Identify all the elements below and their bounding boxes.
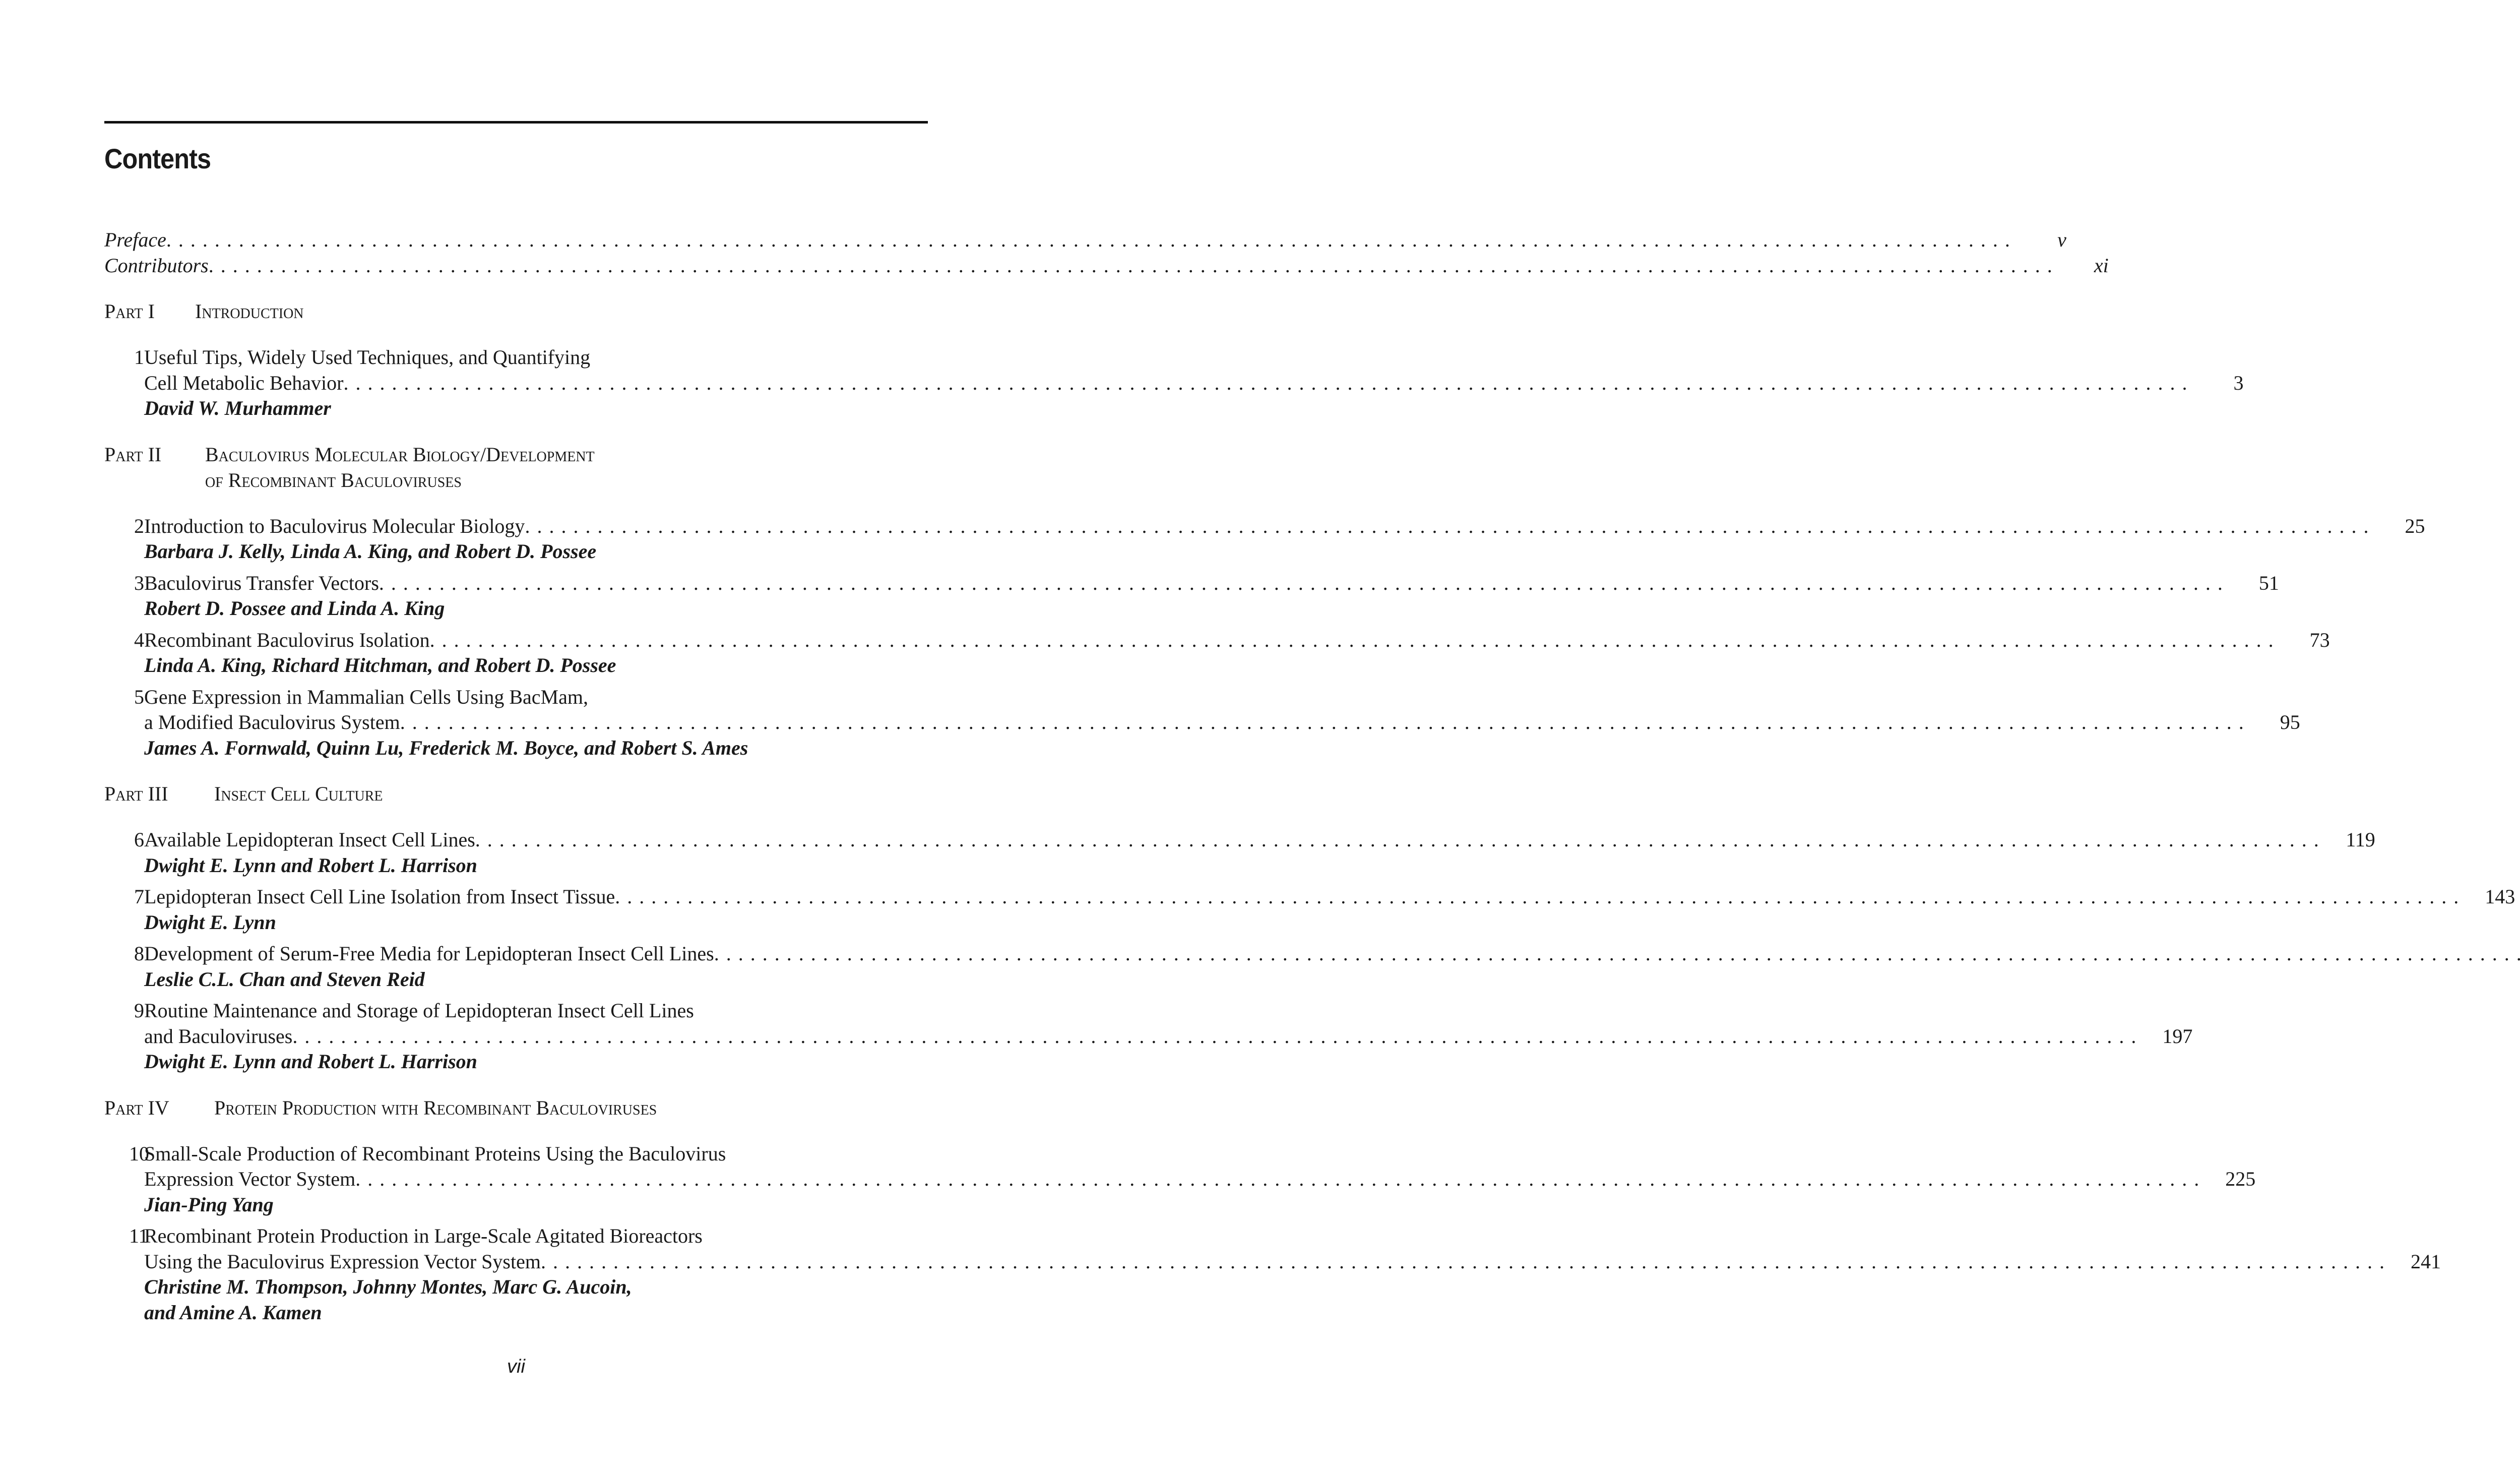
chapter-body xyxy=(144,1223,2441,1325)
chapter-title-line: Expression Vector System xyxy=(144,1168,356,1190)
part-title-line: of Recombinant Baculoviruses xyxy=(205,468,462,492)
chapter-number xyxy=(104,827,144,878)
part-heading xyxy=(104,1095,928,1121)
chapter-title-line: Development of Serum-Free Media for Lepidopteran Insect Cell Lines xyxy=(144,942,714,965)
chapter-body xyxy=(144,628,2330,679)
parts-list xyxy=(104,298,2515,1325)
chapter-number xyxy=(104,998,144,1075)
chapter-number xyxy=(104,514,144,565)
dot-leader xyxy=(343,371,2188,396)
chapter-title-row xyxy=(144,628,2330,653)
chapter-title-row xyxy=(144,371,2243,396)
chapter-number-text: 4 xyxy=(134,628,144,651)
chapter-number xyxy=(104,685,144,761)
part-title xyxy=(205,442,928,493)
chapter-title-line: Small-Scale Production of Recombinant Proteins Using the Baculovirus xyxy=(144,1142,726,1165)
chapter-body xyxy=(144,884,2515,935)
chapter-authors: David W. Murhammer xyxy=(144,397,331,419)
chapter-body xyxy=(144,998,2192,1075)
part-heading xyxy=(104,298,928,324)
chapter-title-line: Lepidopteran Insect Cell Line Isolation from Insect Tissue xyxy=(144,885,615,908)
chapter-authors: Jian-Ping Yang xyxy=(144,1193,274,1216)
chapter-title-line: Baculovirus Transfer Vectors xyxy=(144,571,379,594)
chapter-page-number: 143 xyxy=(2485,885,2515,908)
toc-chapter-entry[interactable] xyxy=(104,685,2300,761)
chapter-title-line: Gene Expression in Mammalian Cells Using BacMam, xyxy=(144,685,588,708)
chapter-number-text: 9 xyxy=(134,999,144,1022)
chapter-number-text: 11 xyxy=(129,1224,149,1247)
page-title: Contents xyxy=(104,143,211,174)
chapter-number-text: 10 xyxy=(129,1142,149,1165)
chapter-title-line: and Baculoviruses xyxy=(144,1024,293,1048)
chapter-page-number: 225 xyxy=(2225,1168,2256,1190)
part-label: Part IV xyxy=(104,1096,169,1119)
chapter-title-line: Routine Maintenance and Storage of Lepidopteran Insect Cell Lines xyxy=(144,999,694,1022)
part-title-line: Insect Cell Culture xyxy=(214,782,383,805)
part-heading xyxy=(104,781,928,807)
chapter-authors: Barbara J. Kelly, Linda A. King, and Robert D. Possee xyxy=(144,540,597,563)
chapter-body xyxy=(144,571,2279,622)
chapter-title-line: Available Lepidopteran Insect Cell Lines xyxy=(144,828,475,851)
chapter-number xyxy=(104,941,144,992)
chapter-body xyxy=(144,941,2520,992)
chapter-number xyxy=(104,345,144,421)
chapter-number xyxy=(104,884,144,935)
toc-chapter-entry[interactable] xyxy=(104,827,2375,878)
chapter-title-row xyxy=(144,514,2425,539)
toc-chapter-entry[interactable] xyxy=(104,998,2193,1075)
chapter-page-number: 95 xyxy=(2280,711,2300,733)
toc-entry-label: Contributors xyxy=(104,254,209,277)
chapter-number-text: 8 xyxy=(134,942,144,965)
chapter-authors: James A. Fornwald, Quinn Lu, Frederick M. Boyce, and Robert S. Ames xyxy=(144,736,748,759)
chapter-number-text: 1 xyxy=(134,346,144,369)
part-label: Part II xyxy=(104,443,162,466)
toc-chapter-entry[interactable] xyxy=(104,941,928,992)
chapter-page-number: 3 xyxy=(2233,371,2244,394)
toc-chapter-entry[interactable] xyxy=(104,345,2244,421)
toc-entry-contributors[interactable] xyxy=(104,253,2109,279)
chapter-number xyxy=(104,1141,149,1218)
part-title xyxy=(214,781,928,807)
toc-entry-page: xi xyxy=(2094,254,2109,277)
part-title xyxy=(214,1095,928,1121)
chapter-title-row xyxy=(144,1249,2441,1275)
chapter-title-row xyxy=(144,884,2515,910)
chapter-title-line: a Modified Baculovirus System xyxy=(144,711,400,733)
chapter-page-number: 73 xyxy=(2309,628,2330,651)
chapter-title-line: Cell Metabolic Behavior xyxy=(144,371,344,394)
dot-leader xyxy=(209,253,2053,279)
chapter-title-line: Recombinant Protein Production in Large-Scale Agitated Bioreactors xyxy=(144,1224,703,1247)
dot-leader xyxy=(400,710,2245,735)
toc-chapter-entry[interactable] xyxy=(104,1141,2256,1218)
chapter-number xyxy=(104,628,144,679)
part-title-line: Introduction xyxy=(195,300,304,323)
chapter-authors: Linda A. King, Richard Hitchman, and Robert D. Possee xyxy=(144,654,616,677)
chapter-title-line: Useful Tips, Widely Used Techniques, and Quantifying xyxy=(144,346,591,369)
chapter-body xyxy=(144,514,2425,565)
toc-chapter-entry[interactable] xyxy=(104,628,2330,679)
part-title xyxy=(195,298,928,324)
page-number: vii xyxy=(507,1356,525,1377)
chapter-number xyxy=(104,571,144,622)
dot-leader xyxy=(475,827,2320,853)
dot-leader xyxy=(292,1024,2137,1050)
dot-leader xyxy=(355,1167,2200,1192)
chapter-body xyxy=(144,827,2375,878)
chapter-title-row xyxy=(144,1024,2192,1050)
header-rule xyxy=(104,121,928,124)
table-of-contents xyxy=(104,227,2515,1331)
chapter-title-line: Recombinant Baculovirus Isolation xyxy=(144,628,430,651)
toc-entry-label: Preface xyxy=(104,228,166,251)
chapter-title-row xyxy=(144,941,2520,967)
chapter-title-row xyxy=(144,1167,2255,1192)
chapter-authors: and Amine A. Kamen xyxy=(144,1301,322,1324)
chapter-authors: Dwight E. Lynn xyxy=(144,910,276,934)
toc-entry-page: v xyxy=(2057,228,2066,251)
chapter-page-number: 25 xyxy=(2405,514,2425,537)
chapter-number xyxy=(104,1223,149,1325)
dot-leader xyxy=(714,941,2520,967)
toc-chapter-entry[interactable] xyxy=(104,884,2515,935)
dot-leader xyxy=(615,884,2460,910)
chapter-page-number: 51 xyxy=(2258,571,2279,594)
chapter-authors: Christine M. Thompson, Johnny Montes, Marc G. Aucoin, xyxy=(144,1275,632,1298)
chapter-number-text: 6 xyxy=(134,828,144,851)
chapter-authors: Dwight E. Lynn and Robert L. Harrison xyxy=(144,853,477,877)
dot-leader xyxy=(525,514,2369,539)
chapter-body xyxy=(144,345,2243,421)
chapter-title-row xyxy=(144,571,2279,596)
chapter-number-text: 5 xyxy=(134,685,144,708)
chapter-page-number: 197 xyxy=(2162,1024,2193,1048)
part-title-line: Baculovirus Molecular Biology/Development xyxy=(205,443,595,466)
toc-chapter-entry[interactable] xyxy=(104,571,2279,622)
part-label: Part III xyxy=(104,782,168,805)
chapter-authors: Dwight E. Lynn and Robert L. Harrison xyxy=(144,1050,477,1073)
dot-leader xyxy=(166,227,2011,253)
chapter-page-number: 119 xyxy=(2346,828,2375,851)
chapter-title-row xyxy=(144,827,2375,853)
chapter-authors: Leslie C.L. Chan and Steven Reid xyxy=(144,967,425,991)
chapter-number-text: 2 xyxy=(134,514,144,537)
part-label: Part I xyxy=(104,300,155,323)
chapter-title-row xyxy=(144,710,2300,735)
chapter-number-text: 7 xyxy=(134,885,144,908)
toc-chapter-entry[interactable] xyxy=(104,1223,2441,1325)
chapter-page-number: 241 xyxy=(2410,1250,2441,1273)
chapter-body xyxy=(144,1141,2255,1218)
toc-entry-preface[interactable] xyxy=(104,227,2066,253)
part-heading xyxy=(104,442,928,493)
chapter-title-line: Using the Baculovirus Expression Vector System xyxy=(144,1250,541,1273)
chapter-body xyxy=(144,685,2300,761)
part-title-line: Protein Production with Recombinant Baculoviruses xyxy=(214,1096,657,1119)
dot-leader xyxy=(430,628,2275,653)
toc-chapter-entry[interactable] xyxy=(104,514,2425,565)
chapter-authors: Robert D. Possee and Linda A. King xyxy=(144,597,445,620)
dot-leader xyxy=(379,571,2224,596)
chapter-title-line: Introduction to Baculovirus Molecular Biology xyxy=(144,514,525,537)
chapter-number-text: 3 xyxy=(134,571,144,594)
dot-leader xyxy=(541,1249,2385,1275)
